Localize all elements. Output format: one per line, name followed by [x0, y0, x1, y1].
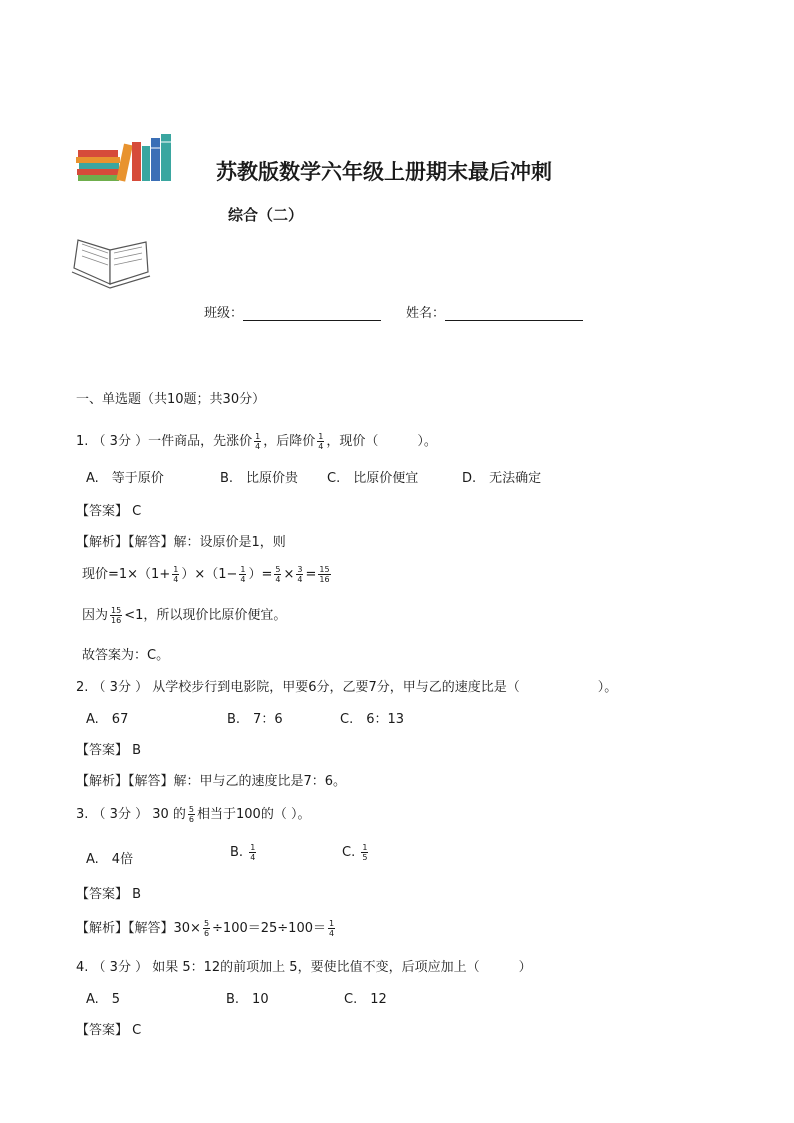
page-title: 苏教版数学六年级上册期末最后冲刺 [216, 159, 552, 184]
class-blank[interactable] [243, 306, 381, 321]
q1-option-c[interactable]: C. 比原价便宜 [327, 471, 419, 486]
question-1: 1. （ 3分 ）一件商品，先涨价 $\frac{1}{4}$ ，后降价 $\frac{1}{4}$ ，现价（ ）。 [76, 432, 437, 451]
books-illustration [76, 128, 176, 184]
q1-answer: 【答案】 C [76, 504, 142, 519]
q4-option-b[interactable]: B. 10 [226, 992, 269, 1007]
q2-option-c[interactable]: C. 6：13 [340, 712, 405, 727]
fraction: $\frac{5}{6}$ [188, 805, 195, 824]
q3-option-b[interactable]: B. $\frac{1}{4}$ [230, 843, 256, 862]
fraction: $\frac{15}{16}$ [111, 606, 122, 625]
q1-conclusion: 故答案为：C。 [82, 648, 170, 663]
q1-option-a[interactable]: A. 等于原价 [86, 471, 164, 486]
fraction: $\frac{1}{4}$ [250, 843, 256, 862]
q4-option-c[interactable]: C. 12 [344, 992, 387, 1007]
fraction: $\frac{5}{4}$ [275, 565, 281, 584]
class-label: 班级： [204, 306, 244, 321]
open-book-illustration [70, 234, 152, 292]
question-4: 4. （ 3分 ） 如果 5：12的前项加上 5，要使比值不变，后项应加上（ ） [76, 960, 532, 975]
fraction: $\frac{1}{4}$ [240, 565, 246, 584]
q3-answer: 【答案】 B [76, 887, 142, 902]
fraction: $\frac{3}{4}$ [297, 565, 303, 584]
q3-option-c[interactable]: C. $\frac{1}{5}$ [342, 843, 368, 862]
name-blank[interactable] [445, 306, 583, 321]
fraction: $\frac{1}{4}$ [173, 565, 179, 584]
fraction: $\frac{1}{5}$ [362, 843, 368, 862]
name-field[interactable] [406, 302, 583, 321]
q3-analysis: 【解析】【解答】30× $\frac{5}{6}$ ÷100＝25÷100＝ $\frac{1}{4}$ [76, 919, 335, 938]
q4-option-a[interactable]: A. 5 [86, 992, 121, 1007]
q4-answer: 【答案】 C [76, 1023, 142, 1038]
name-label: 姓名： [406, 306, 446, 321]
fraction: $\frac{5}{6}$ [203, 919, 210, 938]
section-heading: 一、单选题（共10题；共30分） [76, 392, 266, 407]
q1-option-b[interactable]: B. 比原价贵 [220, 471, 299, 486]
fraction: $\frac{15}{16}$ [319, 565, 330, 584]
question-3: 3. （ 3分 ） 30 的 $\frac{5}{6}$ 相当于100的（ ）。 [76, 805, 311, 824]
q1-option-d[interactable]: D. 无法确定 [462, 471, 542, 486]
fraction: $\frac{1}{4}$ [255, 432, 261, 451]
q1-analysis: 【解析】【解答】解：设原价是1，则 [76, 535, 286, 550]
q1-because: 因为 $\frac{15}{16}$ <1，所以现价比原价便宜。 [82, 606, 287, 625]
fraction: $\frac{1}{4}$ [318, 432, 324, 451]
fraction: $\frac{1}{4}$ [329, 919, 335, 938]
q2-option-b[interactable]: B. 7：6 [227, 712, 283, 727]
q2-analysis: 【解析】【解答】解：甲与乙的速度比是7：6。 [76, 774, 347, 789]
question-2: 2. （ 3分 ） 从学校步行到电影院，甲要6分，乙要7分，甲与乙的速度比是（ ）。 [76, 680, 618, 695]
q3-option-a[interactable]: A. 4倍 [86, 852, 134, 867]
page-subtitle: 综合（二） [228, 206, 304, 224]
q2-answer: 【答案】 B [76, 743, 142, 758]
class-field[interactable] [204, 302, 381, 321]
q1-calculation: 现价=1×（1+ $\frac{1}{4}$ ）×（1− $\frac{1}{4}$ ）= $\frac{5}{4}$ × $\frac{3}{4}$ = $\frac{15}{16}$ [82, 565, 330, 584]
q2-option-a[interactable]: A. 67 [86, 712, 129, 727]
